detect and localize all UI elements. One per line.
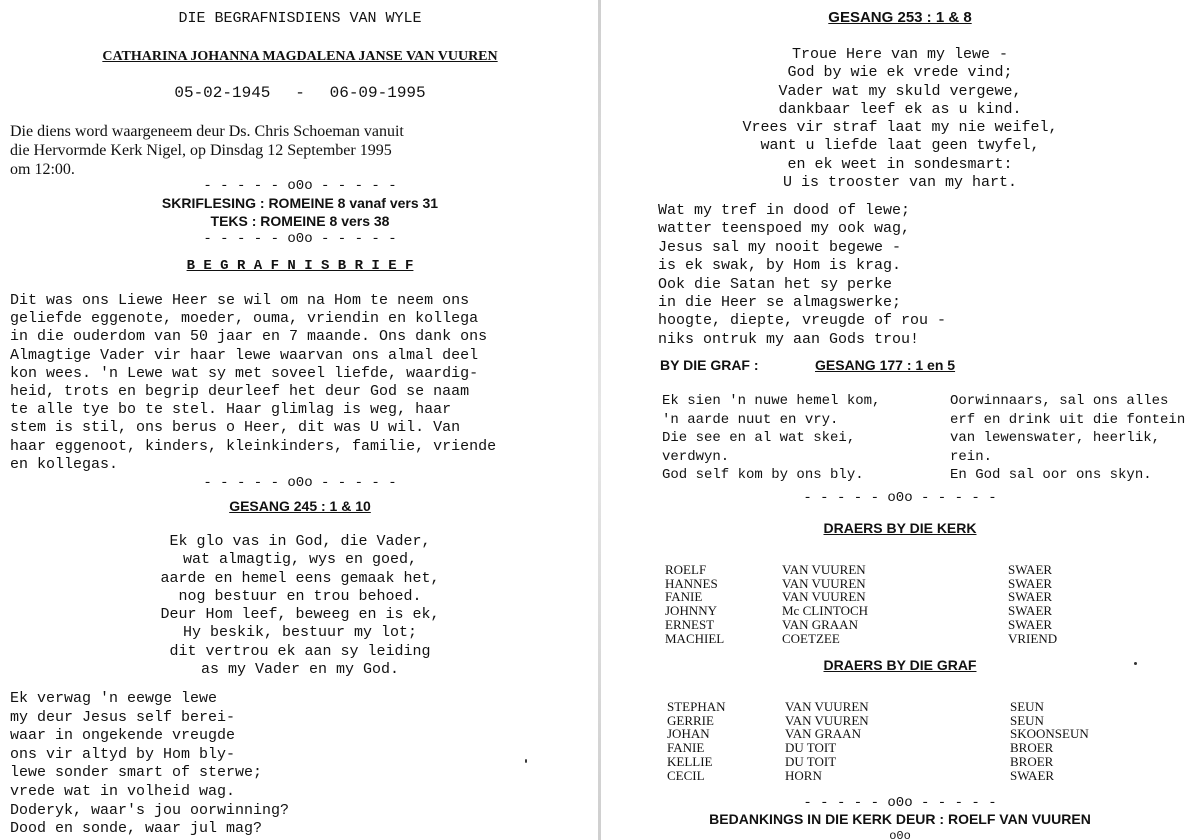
bearer-first-name: JOHNNY xyxy=(665,603,717,619)
right-page xyxy=(600,0,1200,840)
life-dates xyxy=(0,84,600,102)
separator: - - - - - o0o - - - - - xyxy=(203,178,397,194)
hymn-line: Deur Hom leef, beweeg en is ek, xyxy=(160,606,440,624)
hymn-line: En God sal oor ons skyn. xyxy=(950,467,1152,484)
sermon-text: TEKS : ROMEINE 8 vers 38 xyxy=(210,213,390,229)
hymn-line: watter teenspoed my ook wag, xyxy=(658,220,911,238)
letter-line: heid, trots en begrip deurleef het deur God se naam xyxy=(10,383,470,401)
hymn-line: Jesus sal my nooit begewe - xyxy=(658,238,902,256)
hymn-line: Wat my tref in dood of lewe; xyxy=(658,202,911,219)
bearer-relation: BROER xyxy=(1010,753,1054,769)
bearer-relation: VRIEND xyxy=(1008,630,1058,646)
bearer-relation: SWAER xyxy=(1008,616,1053,632)
church-bearers-relations xyxy=(1008,563,1057,645)
bearer-relation: BROER xyxy=(1010,740,1054,756)
hymn-line: erf en drink uit die fontein xyxy=(950,411,1186,428)
bearer-surname: COETZEE xyxy=(782,630,840,646)
hymn-line: Ek glo vas in God, die Vader, xyxy=(169,533,431,550)
separator: - - - - - o0o - - - - - xyxy=(203,475,397,491)
hymn-line: dankbaar leef ek as u kind. xyxy=(778,100,1022,118)
hymn-line: Oorwinnaars, sal ons alles xyxy=(950,393,1169,409)
hymn-line: Dood en sonde, waar jul mag? xyxy=(10,820,263,838)
bearer-surname: VAN VUUREN xyxy=(782,575,866,591)
deceased-name: CATHARINA JOHANNA MAGDALENA JANSE VAN VUUREN xyxy=(102,49,498,64)
bearer-first-name: ROELF xyxy=(665,562,707,577)
service-line: die Hervormde Kerk Nigel, op Dinsdag 12 September 1995 xyxy=(10,142,392,159)
hymn-line: God self kom by ons bly. xyxy=(662,467,864,484)
bearer-first-name: ERNEST xyxy=(665,616,715,632)
funeral-letter-body xyxy=(10,292,496,474)
at-the-grave-label: BY DIE GRAF : xyxy=(660,357,759,373)
bearer-surname: VAN VUUREN xyxy=(782,589,866,605)
scripture-reading: SKRIFLESING : ROMEINE 8 vanaf vers 31 xyxy=(161,195,439,211)
bearer-relation: SWAER xyxy=(1010,767,1055,783)
hymn-line: Vader wat my skuld vergewe, xyxy=(778,82,1022,100)
hymn-line: van lewenswater, heerlik, xyxy=(950,430,1161,447)
separator: - - - - - o0o - - - - - xyxy=(803,490,997,506)
bearer-first-name: CECIL xyxy=(667,767,705,783)
hymn-line: want u liefde laat geen twyfel, xyxy=(760,137,1040,155)
hymn-line: Doderyk, waar's jou oorwinning? xyxy=(10,801,290,819)
bearer-first-name: HANNES xyxy=(665,575,718,591)
bearer-surname: Mc CLINTOCH xyxy=(782,603,869,619)
thanks-line: BEDANKINGS IN DIE KERK DEUR : ROELF VAN VUUREN xyxy=(709,811,1091,827)
grave-bearers-title: DRAERS BY DIE GRAF xyxy=(823,657,977,673)
hymn-177-verse-1 xyxy=(662,392,880,485)
hymn-line: lewe sonder smart of sterwe; xyxy=(10,764,263,782)
letter-line: te alle tye bo te stel. Haar glimlag is weg, haar xyxy=(10,401,452,419)
church-bearers-first-names xyxy=(665,563,724,645)
hymn-line: as my Vader en my God. xyxy=(200,661,400,679)
hymn-245-title: GESANG 245 : 1 & 10 xyxy=(229,498,371,514)
bearer-surname: VAN VUUREN xyxy=(782,562,866,577)
hymn-line: ons vir altyd by Hom bly- xyxy=(10,745,236,763)
letter-line: haar eggenoot, kinders, kleinkinders, familie, vriende xyxy=(10,437,497,455)
hymn-line: vrede wat in volheid wag. xyxy=(10,782,236,800)
bearer-relation: SEUN xyxy=(1010,699,1044,714)
hymn-177-verse-5 xyxy=(950,392,1185,485)
hymn-line: is ek swak, by Hom is krag. xyxy=(658,257,902,275)
letter-line: in die ouderdom van 50 jaar en 7 maande. Ons dank ons xyxy=(10,328,488,346)
bearer-surname: VAN GRAAN xyxy=(785,726,861,742)
bearer-relation: SWAER xyxy=(1008,589,1053,605)
hymn-line: in die Heer se almagswerke; xyxy=(658,294,902,312)
hymn-line: rein. xyxy=(950,448,993,465)
hymn-line: hoogte, diepte, vreugde of rou - xyxy=(658,312,947,330)
funeral-letter-title: B E G R A F N I S B R I E F xyxy=(186,258,414,274)
bearer-surname: HORN xyxy=(785,767,822,783)
grave-bearers-relations xyxy=(1010,700,1089,782)
hymn-line: 'n aarde nuut en vry. xyxy=(662,411,839,428)
bearer-surname: DU TOIT xyxy=(785,740,837,756)
bearer-first-name: KELLIE xyxy=(667,753,713,769)
bearer-first-name: STEPHAN xyxy=(667,699,726,714)
bearer-first-name: FANIE xyxy=(665,589,703,605)
hymn-line: Die see en al wat skei, xyxy=(662,430,856,447)
hymn-253-title: GESANG 253 : 1 & 8 xyxy=(828,9,972,26)
hymn-line: waar in ongekende vreugde xyxy=(10,727,236,745)
separator: - - - - - o0o - - - - - xyxy=(203,231,397,247)
bearer-first-name: GERRIE xyxy=(667,712,714,728)
bearer-relation: SWAER xyxy=(1008,603,1053,619)
hymn-177-title: GESANG 177 : 1 en 5 xyxy=(815,357,956,373)
grave-bearers-surnames xyxy=(785,700,869,782)
service-heading: DIE BEGRAFNISDIENS VAN WYLE xyxy=(178,10,422,27)
date-dash: - xyxy=(295,84,305,102)
church-bearers-title: DRAERS BY DIE KERK xyxy=(823,520,977,536)
letter-line: stem is stil, ons berus o Heer, dit was U wil. Van xyxy=(10,419,461,437)
bearer-relation: SWAER xyxy=(1008,562,1053,577)
grave-bearers-first-names xyxy=(667,700,726,782)
hymn-253-verse-1 xyxy=(600,46,1200,192)
letter-line: Almagtige Vader vir haar lewe waarvan ons almal deel xyxy=(10,346,479,364)
hymn-line: dit vertrou ek aan sy leiding xyxy=(169,642,431,660)
service-line: Die diens word waargeneem deur Ds. Chris Schoeman vanuit xyxy=(10,123,404,140)
service-line: om 12:00. xyxy=(10,161,75,178)
bearer-surname: DU TOIT xyxy=(785,753,837,769)
hymn-line: wat almagtig, wys en goed, xyxy=(182,551,418,569)
hymn-line: Hy beskik, bestuur my lot; xyxy=(182,624,418,642)
birth-date: 05-02-1945 xyxy=(174,84,271,102)
church-bearers-surnames xyxy=(782,563,868,645)
bottom-fragment: o0o xyxy=(889,829,911,840)
bearer-first-name: FANIE xyxy=(667,740,705,756)
letter-line: geliefde eggenote, moeder, ouma, vriendin en kollega xyxy=(10,310,479,328)
hymn-line: Vrees vir straf laat my nie weifel, xyxy=(742,119,1058,137)
hymn-line: Ook die Satan het sy perke xyxy=(658,275,893,293)
hymn-line: niks ontruk my aan Gods trou! xyxy=(658,330,920,348)
hymn-line: verdwyn. xyxy=(662,448,730,465)
hymn-line: aarde en hemel eens gemaak het, xyxy=(160,569,440,587)
hymn-line: my deur Jesus self berei- xyxy=(10,708,236,726)
hymn-245-verse-10 xyxy=(10,690,289,839)
bearer-surname: VAN VUUREN xyxy=(785,699,869,714)
bearer-relation: SEUN xyxy=(1010,712,1044,728)
bearer-surname: VAN VUUREN xyxy=(785,712,869,728)
ink-speck xyxy=(525,759,527,763)
letter-line: Dit was ons Liewe Heer se wil om na Hom te neem ons xyxy=(10,292,470,309)
bearer-relation: SWAER xyxy=(1008,575,1053,591)
bearer-first-name: MACHIEL xyxy=(665,630,725,646)
letter-line: en kollegas. xyxy=(10,455,119,473)
hymn-245-verse-1 xyxy=(0,533,600,679)
letter-line: kon wees. 'n Lewe wat sy met soveel liefde, waardig- xyxy=(10,364,479,382)
service-details xyxy=(10,122,404,179)
ink-speck xyxy=(1134,662,1137,665)
hymn-line: nog bestuur en trou behoed. xyxy=(178,587,422,605)
hymn-line: en ek weet in sondesmart: xyxy=(787,155,1013,173)
hymn-253-verse-8 xyxy=(658,202,946,349)
bearer-first-name: JOHAN xyxy=(667,726,710,742)
hymn-line: Troue Here van my lewe - xyxy=(791,46,1009,63)
bearer-relation: SKOONSEUN xyxy=(1010,726,1089,742)
separator: - - - - - o0o - - - - - xyxy=(803,795,997,811)
hymn-line: God by wie ek vrede vind; xyxy=(787,64,1013,82)
death-date: 06-09-1995 xyxy=(329,84,426,102)
bearer-surname: VAN GRAAN xyxy=(782,616,858,632)
hymn-line: Ek verwag 'n eewge lewe xyxy=(10,690,218,707)
hymn-line: Ek sien 'n nuwe hemel kom, xyxy=(662,393,881,409)
hymn-line: U is trooster van my hart. xyxy=(782,174,1018,192)
